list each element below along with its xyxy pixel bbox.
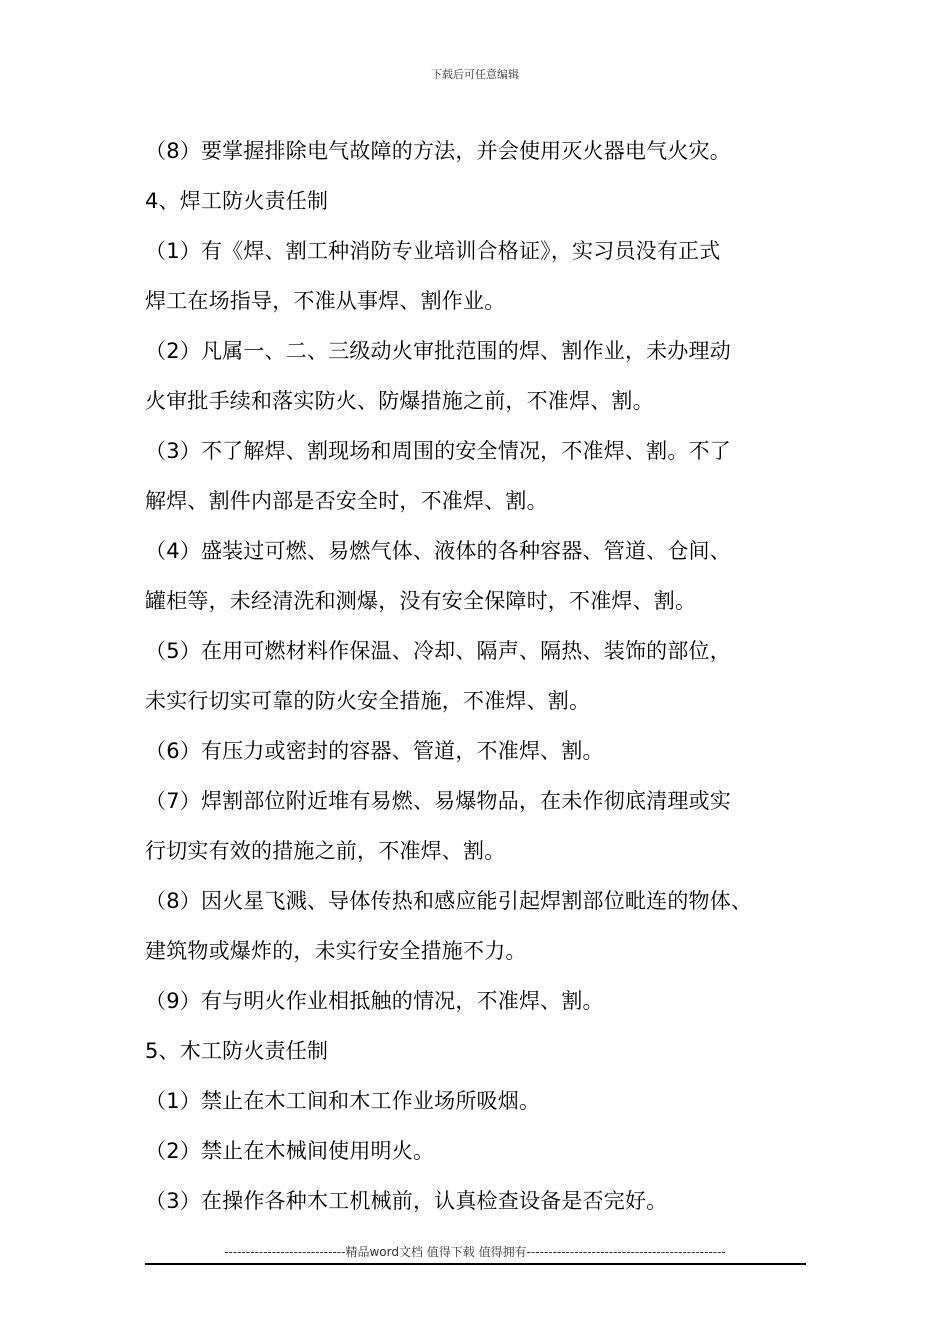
text-line: （4）盛装过可燃、易燃气体、液体的各种容器、管道、仓间、 <box>145 539 731 563</box>
page-footer: ----------------------------精品word文档 值得下载 值得拥有---------------------------------------------- <box>224 1245 726 1259</box>
text-line: （5）在用可燃材料作保温、冷却、隔声、隔热、装饰的部位， <box>145 639 731 663</box>
document-body <box>145 126 815 1226</box>
text-line: （2）禁止在木械间使用明火。 <box>145 1139 435 1163</box>
text-line: 解焊、割件内部是否安全时，不准焊、割。 <box>145 489 548 513</box>
text-line: 焊工在场指导，不准从事焊、割作业。 <box>145 289 506 313</box>
text-line: （8）因火星飞溅、导体传热和感应能引起焊割部位毗连的物体、 <box>145 889 753 913</box>
section-heading: 4、焊工防火责任制 <box>145 189 329 213</box>
text-line: （2）凡属一、二、三级动火审批范围的焊、割作业，未办理动 <box>145 339 731 363</box>
text-line: 行切实有效的措施之前，不准焊、割。 <box>145 839 506 863</box>
page-header: 下载后可任意编辑 <box>431 68 519 81</box>
text-line: （6）有压力或密封的容器、管道，不准焊、割。 <box>145 739 604 763</box>
text-line: （1）禁止在木工间和木工作业场所吸烟。 <box>145 1089 541 1113</box>
text-line: （3）在操作各种木工机械前，认真检查设备是否完好。 <box>145 1189 668 1213</box>
text-line: 火审批手续和落实防火、防爆措施之前，不准焊、割。 <box>145 389 654 413</box>
text-line: 建筑物或爆炸的，未实行安全措施不力。 <box>145 939 527 963</box>
text-line: 未实行切实可靠的防火安全措施，不准焊、割。 <box>145 689 591 713</box>
text-line: （9）有与明火作业相抵触的情况，不准焊、割。 <box>145 989 604 1013</box>
text-line: 罐柜等，未经清洗和测爆，没有安全保障时，不准焊、割。 <box>145 589 697 613</box>
section-heading: 5、木工防火责任制 <box>145 1039 329 1063</box>
text-line: （8）要掌握排除电气故障的方法，并会使用灭火器电气火灾。 <box>145 139 731 163</box>
text-line: （1）有《焊、割工种消防专业培训合格证》，实习员没有正式 <box>145 239 721 263</box>
footer-divider <box>145 1263 806 1265</box>
text-line: （3）不了解焊、割现场和周围的安全情况，不准焊、割。不了 <box>145 439 731 463</box>
text-line: （7）焊割部位附近堆有易燃、易爆物品，在未作彻底清理或实 <box>145 789 731 813</box>
